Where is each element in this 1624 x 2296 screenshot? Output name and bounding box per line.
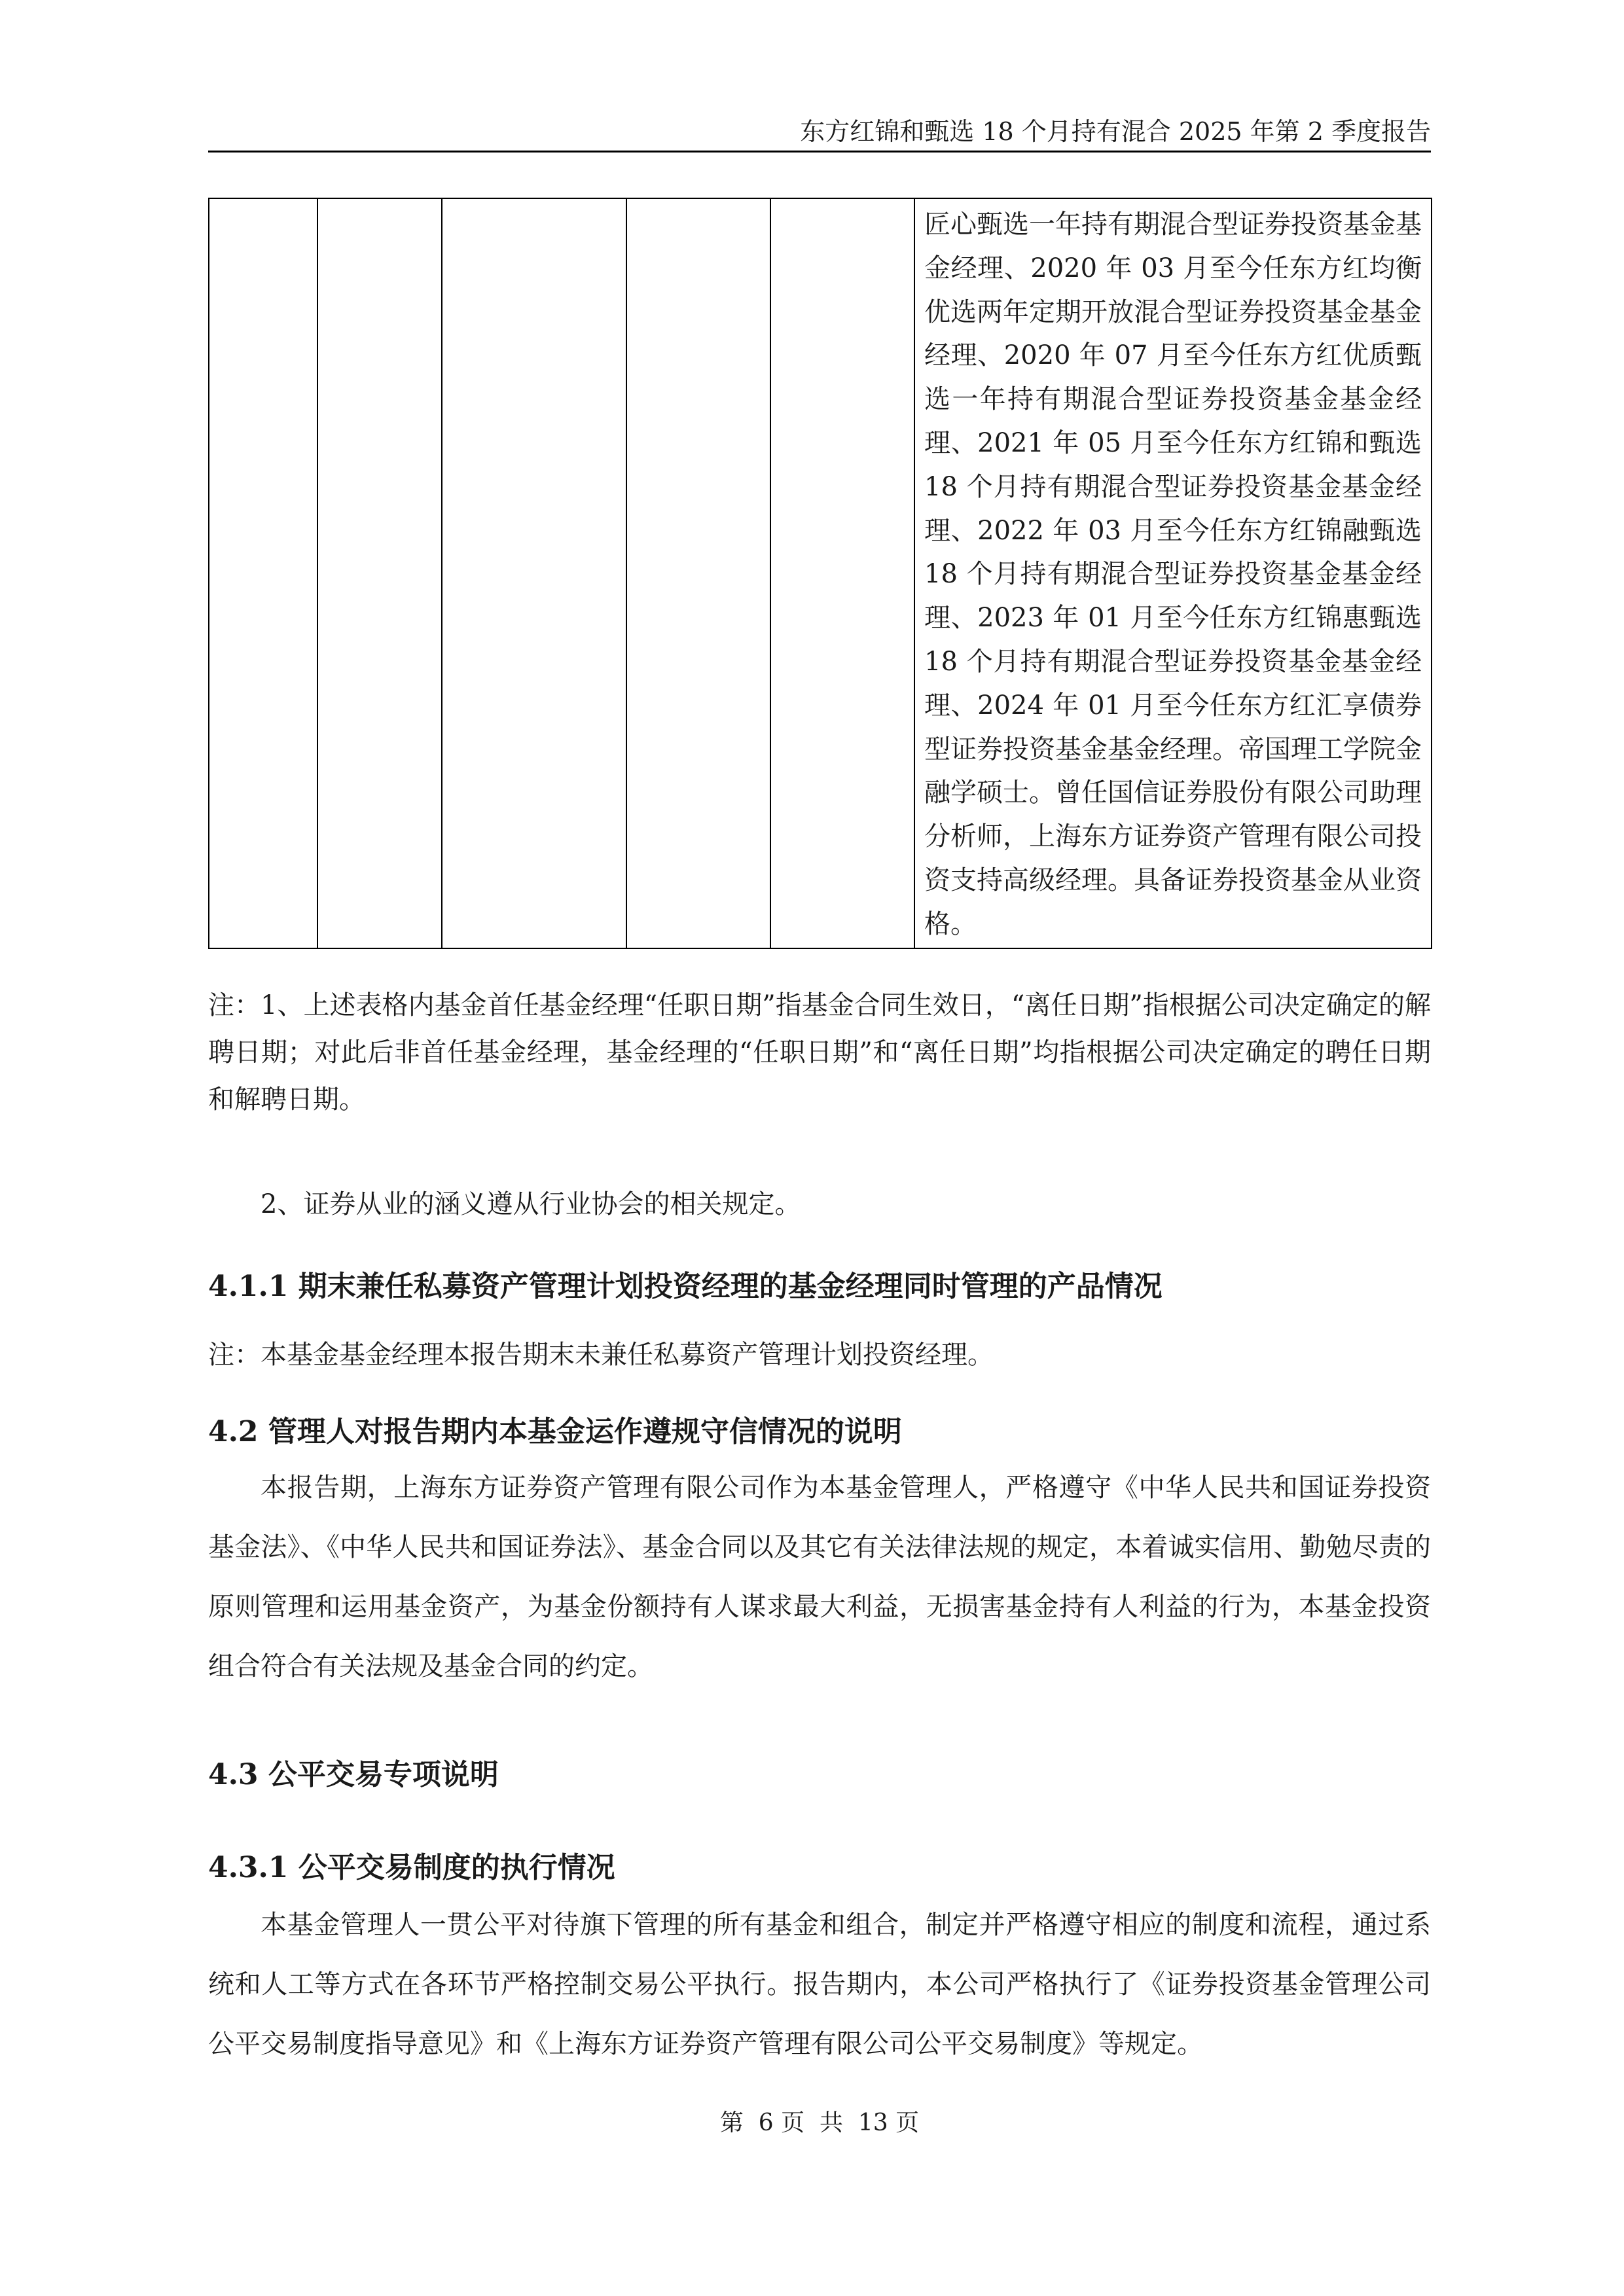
table-cell-end-date <box>626 198 770 948</box>
table-cell-name <box>209 198 317 948</box>
section-4-2-body: 本报告期，上海东方证券资产管理有限公司作为本基金管理人，严格遵守《中华人民共和国证券投资基金法》、《中华人民共和国证券法》、基金合同以及其它有关法律法规的规定，本着诚实信用、勤勉尽责的原则管理和运用基金资产，为基金份额持有人谋求最大利益，无损害基金持有人利益的行为，本基金投资组合符合有关法规及基金合同的约定。 <box>208 1473 1431 1681</box>
table-cell-years <box>770 198 914 948</box>
report-header-title: 东方红锦和甄选 18 个月持有混合 2025 年第 2 季度报告 <box>800 117 1431 146</box>
header-divider <box>208 151 1431 152</box>
table-cell-position <box>317 198 442 948</box>
table-cell-start-date <box>442 198 626 948</box>
section-4-3-heading: 4.3 公平交易专项说明 <box>208 1758 499 1791</box>
table-cell-manager-bio: 匠心甄选一年持有期混合型证券投资基金基金经理、2020 年 03 月至今任东方红均衡优选两年定期开放混合型证券投资基金基金经理、2020 年 07 月至今任东方红优质甄选一年持有期混合型证券投资基金基金经理、2021 年 05 月至今任东方红锦和甄选 18 个月持有期混合型证券投资基金基金经理、2022 年 03 月至今任东方红锦融甄选 18 个月持有期混合型证券投资基金基金经理、2023 年 01 月至今任东方红锦惠甄选 18 个月持有期混合型证券投资基金基金经理、2024 年 01 月至今任东方红汇享债券型证券投资基金基金经理。帝国理工学院金融学硕士。曾任国信证券股份有限公司助理分析师，上海东方证券资产管理有限公司投资支持高级经理。具备证券投资基金从业资格。 <box>914 198 1432 948</box>
section-4-1-1-heading: 4.1.1 期末兼任私募资产管理计划投资经理的基金经理同时管理的产品情况 <box>208 1270 1163 1303</box>
section-4-1-1-note: 注：本基金基金经理本报告期末未兼任私募资产管理计划投资经理。 <box>208 1340 994 1370</box>
section-4-3-1-body: 本基金管理人一贯公平对待旗下管理的所有基金和组合，制定并严格遵守相应的制度和流程，通过系统和人工等方式在各环节严格控制交易公平执行。报告期内，本公司严格执行了《证券投资基金管理公司公平交易制度指导意见》和《上海东方证券资产管理有限公司公平交易制度》等规定。 <box>208 1910 1431 2059</box>
section-4-2-heading: 4.2 管理人对报告期内本基金运作遵规守信情况的说明 <box>208 1415 902 1448</box>
fund-manager-table <box>208 198 1432 949</box>
page-number: 第 6 页 共 13 页 <box>719 2109 920 2136</box>
table-note-2: 2、证券从业的涵义遵从行业协会的相关规定。 <box>261 1189 801 1219</box>
section-4-3-1-heading: 4.3.1 公平交易制度的执行情况 <box>208 1851 615 1884</box>
table-row <box>209 198 1432 948</box>
table-note-1: 注：1、上述表格内基金首任基金经理“任职日期”指基金合同生效日，“离任日期”指根据公司决定确定的解聘日期；对此后非首任基金经理，基金经理的“任职日期”和“离任日期”均指根据公司决定确定的聘任日期和解聘日期。 <box>208 990 1431 1115</box>
